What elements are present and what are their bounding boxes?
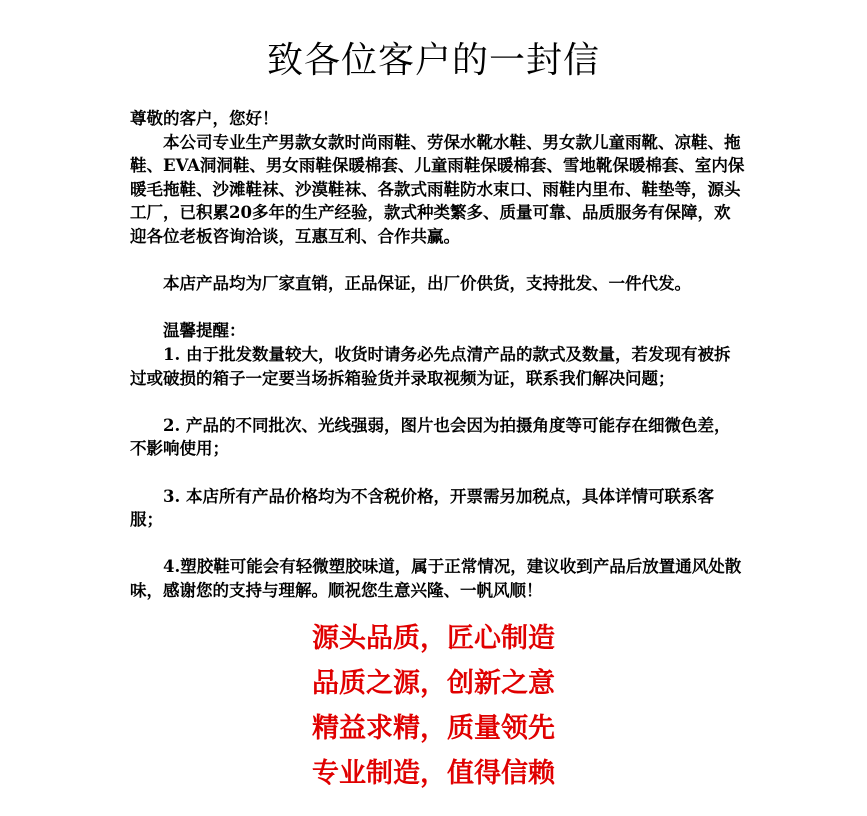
slogan-3: 精益求精，质量领先 [312,713,555,744]
slogan-4: 专业制造，值得信赖 [312,758,555,789]
reminder-item-4: 4.塑胶鞋可能会有轻微塑胶味道，属于正常情况，建议收到产品后放置通风处散味，感谢您的支持与理解。顺祝您生意兴隆、一帆风顺！ [130,557,742,600]
letter-title: 致各位客户的一封信 [266,40,600,81]
company-intro-paragraph: 本公司专业生产男款女款时尚雨鞋、劳保水靴水鞋、男女款儿童雨靴、凉鞋、拖鞋、EVA洞洞鞋、男女雨鞋保暖棉套、儿童雨鞋保暖棉套、雪地靴保暖棉套、室内保暖毛拖鞋、沙滩鞋袜、沙漠鞋袜、各款式雨鞋防水束口、雨鞋内里布、鞋垫等，源头工厂，已积累20多年的生产经验，款式种类繁多、质量可靠、品质服务有保障，欢迎各位老板咨询洽谈，互惠互利、合作共赢。 [130,132,745,246]
greeting: 尊敬的客户，您好！ [130,109,279,128]
reminder-item-3: 3. 本店所有产品价格均为不含税价格，开票需另加税点，具体详情可联系客服； [130,486,714,530]
reminder-heading: 温馨提醒： [163,321,246,341]
reminder-item-2: 2. 产品的不同批次、光线强弱，图片也会因为拍摄角度等可能存在细微色差，不影响使用； [130,415,731,459]
reminder-item-1: 1. 由于批发数量较大，收货时请务必先点清产品的款式及数量，若发现有被拆过或破损的箱子一定要当场拆箱验货并录取视频为证，联系我们解决问题； [130,344,731,388]
slogan-2: 品质之源，创新之意 [312,668,555,699]
slogan-1: 源头品质，匠心制造 [312,623,555,654]
store-note-paragraph: 本店产品均为厂家直销，正品保证，出厂价供货，支持批发、一件代发。 [163,274,691,294]
letter-body [130,107,745,602]
slogan-list [0,616,867,796]
